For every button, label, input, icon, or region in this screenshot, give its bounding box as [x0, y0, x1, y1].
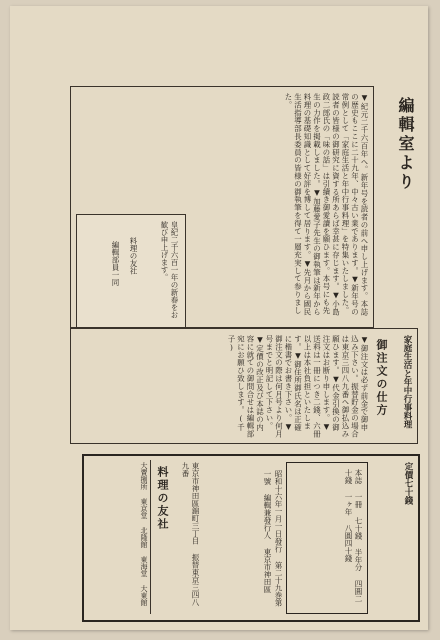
price-table-text: 本誌 一冊 七十錢 半年分 四圓二十錢 一ヶ年 八圓四十錢: [344, 469, 363, 603]
order-instructions-section: [70, 328, 418, 444]
publisher-address: 東京市神田區錦町三丁目 振替東京三四八九番: [181, 462, 200, 606]
publisher-name: 料理の友社: [156, 466, 169, 531]
price-label: 定價七十錢: [403, 462, 413, 505]
order-title: 御注文の仕方: [375, 339, 388, 417]
subscription-ad: [82, 454, 420, 622]
notice-company: 料理の友社: [129, 237, 138, 275]
ad-divider: [150, 460, 151, 614]
distributors: 大賣捌所 東京堂 北隆館 東海堂 大東館: [140, 462, 148, 606]
new-year-notice: [76, 214, 186, 328]
notice-staff: 編輯部員一同: [111, 241, 120, 286]
editorial-body: ▼紀元二千六百年へ。新年号を読者の前へ申し上げます。本誌の歴史もここに二十九年、中々古い業であります。▼新年号の常例として「家庭生活と年中行事料理」を特集いたしました。読者の皆様の御研究に資する所あらば幸甚に存じます。▼小島政二郎氏の「味の話」は引續き御愛讀を願ひます。本号にも先生の力作を掲載しました。▼加藤愛子先生の御執筆は新年から料理の基礎知識として好評を博して居ります。▼先月から國民生活指導部長委員の皆様の御執筆を得て一層充実して参りました。: [284, 93, 369, 316]
notice-greeting: 皇紀二千六百一年の新春をお歓び申上げます。: [160, 221, 179, 319]
magazine-page: [10, 6, 428, 630]
editorial-title: 編輯室より: [396, 97, 415, 192]
price-table: [286, 462, 368, 614]
feature-header: 家庭生活と年中行事料理: [402, 335, 412, 429]
issue-info: 昭和十六年一月一日發行 第二十九巻第一號 編輯兼發行人 東京市神田區: [263, 470, 283, 607]
order-body: ▼御注文は必ず前金で御申込み下さい。振替貯金の場合は東京三四八九番へ御払込み願ひます。▼代金引換の御注文はお断り申します。▼送料は一冊につき二錢、六冊以上は本社負担といたします。▼御住所御氏名は正確に楷書でお書き下さい。▼御注文の際は何月号より何月号までと明記して下さい。▼定價の改正及び本誌の内容に就ての御問合せは編輯部宛にお願ひ致します。(千子): [227, 335, 369, 438]
